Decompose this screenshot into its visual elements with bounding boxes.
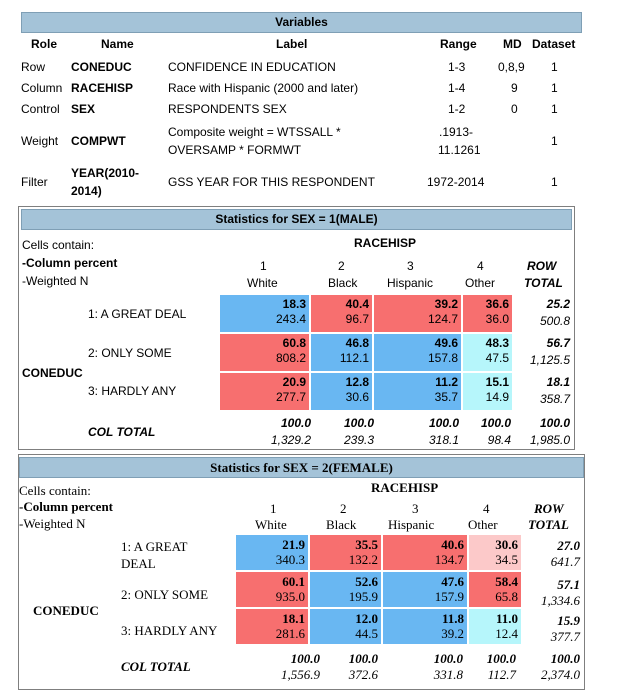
var-range: 11.1261 — [438, 143, 481, 157]
cell-percent: 39.2 — [434, 297, 458, 311]
row-total-pct: 27.0 — [557, 538, 580, 553]
female-stats-panel — [18, 454, 585, 690]
var-label: Composite weight = WTSSALL * — [168, 125, 341, 139]
cell-weighted-n: 157.8 — [427, 351, 458, 365]
column-header-label: Other — [465, 276, 496, 290]
male-stats-panel — [18, 206, 575, 450]
cell-weighted-n: 124.7 — [427, 312, 458, 326]
cell-weighted-n: 47.5 — [485, 351, 509, 365]
row-variable: CONEDUC — [22, 366, 83, 380]
crosstab-cell — [463, 334, 514, 373]
row-total-pct: 56.7 — [546, 336, 570, 350]
col-total-pct: 100.0 — [290, 651, 320, 666]
crosstab-cell — [220, 295, 311, 334]
row-total-header: TOTAL — [524, 276, 563, 290]
var-range: 1972-2014 — [427, 175, 485, 189]
grand-total-pct: 100.0 — [539, 416, 570, 430]
column-header-label: White — [255, 517, 287, 532]
var-range: 1-3 — [448, 60, 466, 74]
column-header-num: 1 — [270, 501, 277, 516]
column-header-label: White — [247, 276, 278, 290]
cell-weighted-n: 132.2 — [348, 552, 378, 567]
cell-weighted-n: 243.4 — [275, 312, 306, 326]
col-total-label: COL TOTAL — [88, 425, 156, 439]
var-dataset: 1 — [551, 60, 558, 74]
female-title: Statistics for SEX = 2(FEMALE) — [19, 457, 584, 478]
grand-total-n: 1,985.0 — [529, 433, 570, 447]
column-header-label: Black — [326, 517, 357, 532]
row-total-header: ROW — [534, 501, 564, 516]
cell-percent: 18.3 — [282, 297, 306, 311]
cell-percent: 46.8 — [345, 336, 369, 350]
cell-percent: 11.2 — [435, 375, 458, 389]
crosstab-cell — [310, 572, 383, 609]
cell-percent: 21.9 — [282, 537, 305, 552]
col-total-pct: 100.0 — [486, 651, 516, 666]
cell-percent: 52.6 — [355, 574, 378, 589]
cell-weighted-n: 340.3 — [275, 552, 305, 567]
col-total-n: 112.7 — [487, 667, 516, 682]
row-variable: CONEDUC — [33, 603, 99, 618]
header-name: Name — [101, 37, 134, 51]
column-header-label: Black — [328, 276, 358, 290]
crosstab-cell — [469, 535, 523, 572]
cell-percent: 20.9 — [282, 375, 306, 389]
column-header-label: Other — [468, 517, 498, 532]
column-header-num: 3 — [412, 501, 419, 516]
cell-percent: 47.6 — [441, 574, 464, 589]
var-name: COMPWT — [71, 134, 126, 148]
cell-weighted-n: 44.5 — [355, 626, 378, 641]
row-total-n: 500.8 — [539, 314, 570, 328]
header-range: Range — [440, 37, 477, 51]
var-label: RESPONDENTS SEX — [168, 102, 287, 116]
legend-column-percent: -Column percent — [19, 499, 114, 514]
cell-percent: 40.6 — [441, 537, 464, 552]
legend-weighted-n: -Weighted N — [19, 516, 86, 531]
cell-percent: 11.8 — [441, 611, 464, 626]
col-total-pct: 100.0 — [348, 651, 378, 666]
cell-percent: 48.3 — [485, 336, 509, 350]
row-label: 3: HARDLY ANY — [121, 623, 218, 638]
col-total-n: 1,329.2 — [270, 433, 311, 447]
var-role: Weight — [21, 134, 59, 148]
var-label: GSS YEAR FOR THIS RESPONDENT — [168, 175, 375, 189]
col-total-n: 239.3 — [343, 433, 374, 447]
var-label: OVERSAMP * FORMWT — [168, 143, 302, 157]
crosstab-cell — [310, 609, 383, 646]
var-range: 1-2 — [448, 102, 466, 116]
var-md: 0 — [511, 102, 518, 116]
header-md: MD — [503, 37, 522, 51]
variables-panel — [18, 8, 586, 203]
row-total-pct: 25.2 — [546, 297, 570, 311]
crosstab-cell — [236, 572, 310, 609]
variables-title: Variables — [21, 12, 582, 33]
col-total-n: 98.4 — [487, 433, 511, 447]
header-dataset: Dataset — [532, 37, 576, 51]
row-total-pct: 57.1 — [557, 577, 580, 592]
cell-weighted-n: 35.7 — [434, 390, 458, 404]
row-total-header: TOTAL — [528, 517, 569, 532]
cell-weighted-n: 30.6 — [345, 390, 369, 404]
cell-percent: 15.1 — [485, 375, 509, 389]
var-dataset: 1 — [551, 102, 558, 116]
column-header-num: 4 — [483, 501, 490, 516]
column-header-num: 2 — [340, 501, 347, 516]
row-label: 2: ONLY SOME — [121, 587, 209, 602]
cell-percent: 36.6 — [485, 297, 509, 311]
col-total-pct: 100.0 — [280, 416, 311, 430]
col-total-label: COL TOTAL — [121, 659, 191, 674]
row-label: DEAL — [121, 556, 156, 571]
crosstab-cell — [383, 609, 469, 646]
crosstab-cell — [383, 535, 469, 572]
row-total-n: 1,125.5 — [529, 353, 570, 367]
cells-contain: Cells contain: — [19, 483, 91, 498]
var-role: Column — [21, 81, 63, 95]
male-title: Statistics for SEX = 1(MALE) — [21, 209, 572, 230]
column-header-num: 1 — [260, 259, 267, 273]
crosstab-cell — [383, 572, 469, 609]
col-total-pct: 100.0 — [343, 416, 374, 430]
column-variable: RACEHISP — [371, 480, 439, 495]
grand-total-n: 2,374.0 — [541, 667, 580, 682]
cell-weighted-n: 157.9 — [434, 589, 464, 604]
var-role: Filter — [21, 175, 48, 189]
legend-column-percent: -Column percent — [22, 256, 118, 270]
column-header-label: Hispanic — [387, 276, 434, 290]
cell-weighted-n: 112.1 — [339, 351, 369, 365]
cells-contain: Cells contain: — [22, 238, 95, 252]
cell-percent: 35.5 — [355, 537, 378, 552]
row-label: 2: ONLY SOME — [88, 346, 172, 360]
crosstab-cell — [220, 334, 311, 373]
row-label: 3: HARDLY ANY — [88, 384, 177, 398]
col-total-n: 318.1 — [428, 433, 459, 447]
cell-weighted-n: 195.9 — [348, 589, 378, 604]
row-total-pct: 15.9 — [557, 613, 580, 628]
cell-percent: 12.0 — [355, 611, 378, 626]
row-total-header: ROW — [527, 259, 557, 273]
var-range: 1-4 — [448, 81, 466, 95]
cell-weighted-n: 281.6 — [275, 626, 305, 641]
var-label: Race with Hispanic (2000 and later) — [168, 81, 359, 95]
crosstab-cell — [311, 295, 374, 334]
var-name: RACEHISP — [71, 81, 134, 95]
var-dataset: 1 — [551, 134, 558, 148]
col-total-n: 1,556.9 — [281, 667, 320, 682]
var-md: 9 — [511, 81, 518, 95]
cell-percent: 58.4 — [495, 574, 518, 589]
var-dataset: 1 — [551, 81, 558, 95]
var-role: Row — [21, 60, 46, 74]
var-md: 0,8,9 — [498, 60, 525, 74]
cell-weighted-n: 12.4 — [495, 626, 518, 641]
cell-percent: 18.1 — [282, 611, 305, 626]
crosstab-cell — [463, 295, 514, 334]
var-dataset: 1 — [551, 175, 558, 189]
legend-weighted-n: -Weighted N — [22, 274, 89, 288]
crosstab-cell — [374, 295, 463, 334]
var-name: CONEDUC — [71, 60, 132, 74]
column-header-num: 4 — [477, 259, 484, 273]
col-total-pct: 100.0 — [428, 416, 459, 430]
cell-weighted-n: 134.7 — [434, 552, 464, 567]
col-total-pct: 100.0 — [433, 651, 463, 666]
cell-weighted-n: 277.7 — [275, 390, 306, 404]
crosstab-cell — [220, 373, 311, 412]
cell-weighted-n: 36.0 — [485, 312, 509, 326]
cell-weighted-n: 935.0 — [275, 589, 305, 604]
cell-weighted-n: 808.2 — [275, 351, 306, 365]
grand-total-pct: 100.0 — [550, 651, 580, 666]
column-header-num: 3 — [407, 259, 414, 273]
row-total-pct: 18.1 — [546, 375, 570, 389]
crosstab-cell — [463, 373, 514, 412]
header-label: Label — [276, 37, 308, 51]
row-total-n: 1,334.6 — [541, 593, 580, 608]
column-header-num: 2 — [338, 259, 345, 273]
var-name: YEAR(2010- — [71, 166, 140, 180]
col-total-n: 331.8 — [433, 667, 463, 682]
crosstab-cell — [310, 535, 383, 572]
row-total-n: 358.7 — [539, 392, 570, 406]
row-label: 1: A GREAT — [121, 539, 188, 554]
row-total-n: 641.7 — [550, 554, 580, 569]
cell-weighted-n: 34.5 — [495, 552, 518, 567]
header-role: Role — [31, 37, 58, 51]
var-label: CONFIDENCE IN EDUCATION — [168, 60, 336, 74]
cell-percent: 40.4 — [345, 297, 369, 311]
crosstab-cell — [236, 609, 310, 646]
var-name: SEX — [71, 102, 96, 116]
cell-weighted-n: 14.9 — [485, 390, 509, 404]
var-name: 2014) — [71, 184, 102, 198]
row-total-n: 377.7 — [550, 629, 580, 644]
col-total-pct: 100.0 — [480, 416, 511, 430]
cell-percent: 60.8 — [282, 336, 306, 350]
cell-weighted-n: 39.2 — [441, 626, 464, 641]
column-header-label: Hispanic — [388, 517, 435, 532]
cell-weighted-n: 65.8 — [495, 589, 518, 604]
cell-percent: 30.6 — [495, 537, 518, 552]
column-variable: RACEHISP — [354, 236, 417, 250]
col-total-n: 372.6 — [348, 667, 378, 682]
crosstab-cell — [311, 373, 374, 412]
cell-percent: 49.6 — [434, 336, 458, 350]
row-label: 1: A GREAT DEAL — [88, 307, 187, 321]
crosstab-cell — [236, 535, 310, 572]
cell-weighted-n: 96.7 — [345, 312, 369, 326]
cell-percent: 11.0 — [495, 611, 518, 626]
crosstab-cell — [374, 334, 463, 373]
crosstab-cell — [469, 572, 523, 609]
crosstab-cell — [469, 609, 523, 646]
var-range: .1913- — [439, 125, 474, 139]
cell-percent: 60.1 — [282, 574, 305, 589]
crosstab-cell — [311, 334, 374, 373]
var-role: Control — [21, 102, 60, 116]
cell-percent: 12.8 — [345, 375, 369, 389]
crosstab-cell — [374, 373, 463, 412]
